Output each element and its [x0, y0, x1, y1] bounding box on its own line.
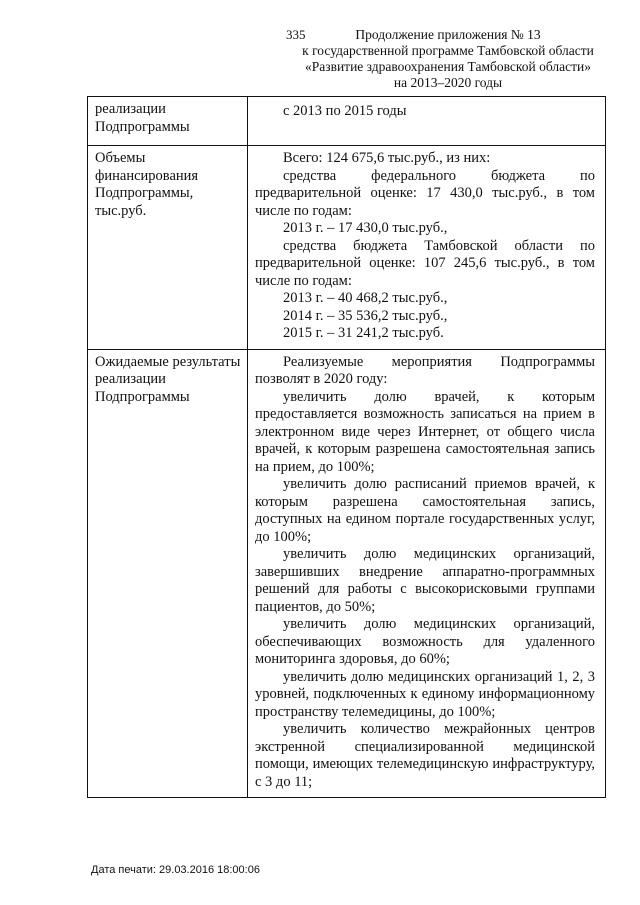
paragraph: увеличить долю медицинских организаций 1, 2, 3 уровней, подключенных к единому информационному пространству телемедицины, до 100%; — [255, 668, 595, 720]
header-line: «Развитие здравоохранения Тамбовской области» — [304, 59, 591, 74]
passport-table — [87, 96, 606, 798]
print-date: Дата печати: 29.03.2016 18:00:06 — [91, 864, 260, 876]
paragraph: увеличить долю расписаний приемов врачей, к которым разрешена самостоятельная запись, доступных на едином портале государственных услуг, до 100%; — [255, 476, 595, 545]
paragraph: увеличить долю врачей, к которым предоставляется возможность записаться на прием в электронном виде через Интернет, от общего числа врачей, к которым разрешена самостоятельная запись на прием, до 100%; — [255, 388, 595, 475]
paragraph: 2013 г. – 17 430,0 тыс.руб., — [283, 220, 448, 236]
paragraph: Реализуемые мероприятия Подпрограммы позволят в 2020 году: — [255, 353, 595, 387]
table-row-expected-results — [88, 349, 606, 798]
document-header — [300, 27, 596, 91]
row-content — [248, 97, 606, 146]
table-row-period — [88, 97, 606, 146]
paragraph: увеличить количество межрайонных центров экстренной специализированной медицинской помощи, имеющих телемедицинскую инфраструктуру, с 3 до 11; — [255, 721, 595, 790]
paragraph: 2014 г. – 35 536,2 тыс.руб., — [283, 307, 448, 324]
paragraph: 2015 г. – 31 241,2 тыс.руб. — [283, 325, 444, 341]
page-number: 335 — [286, 27, 306, 42]
row-content — [248, 146, 606, 350]
paragraph: средства федерального бюджета по предварительной оценке: 17 430,0 тыс.руб., в том числе по годам: — [255, 167, 595, 219]
paragraph: с 2013 по 2015 годы — [283, 103, 407, 119]
row-label: Ожидаемые результаты реализации Подпрограммы — [88, 349, 248, 798]
paragraph: увеличить долю медицинских организаций, обеспечивающих возможность для удаленного мониторинга здоровья, до 60%; — [255, 616, 595, 667]
row-content — [248, 349, 606, 798]
paragraph: средства бюджета Тамбовской области по предварительной оценке: 107 245,6 тыс.руб., в том числе по годам: — [255, 237, 595, 289]
table-row-financing — [88, 146, 606, 350]
header-line: на 2013–2020 годы — [393, 75, 503, 90]
paragraph: 2013 г. – 40 468,2 тыс.руб., — [283, 290, 448, 306]
row-label: реализации Подпрограммы — [88, 97, 248, 146]
paragraph: Всего: 124 675,6 тыс.руб., из них: — [283, 150, 491, 166]
paragraph: увеличить долю медицинских организаций, завершивших внедрение аппаратно-программных решений для работы с высокорисковыми группами пациентов, до 50%; — [255, 546, 595, 615]
row-label: Объемы финансирования Подпрограммы, тыс.руб. — [88, 146, 248, 350]
header-line: к государственной программе Тамбовской области — [302, 43, 594, 58]
header-line: Продолжение приложения № 13 — [355, 27, 541, 42]
